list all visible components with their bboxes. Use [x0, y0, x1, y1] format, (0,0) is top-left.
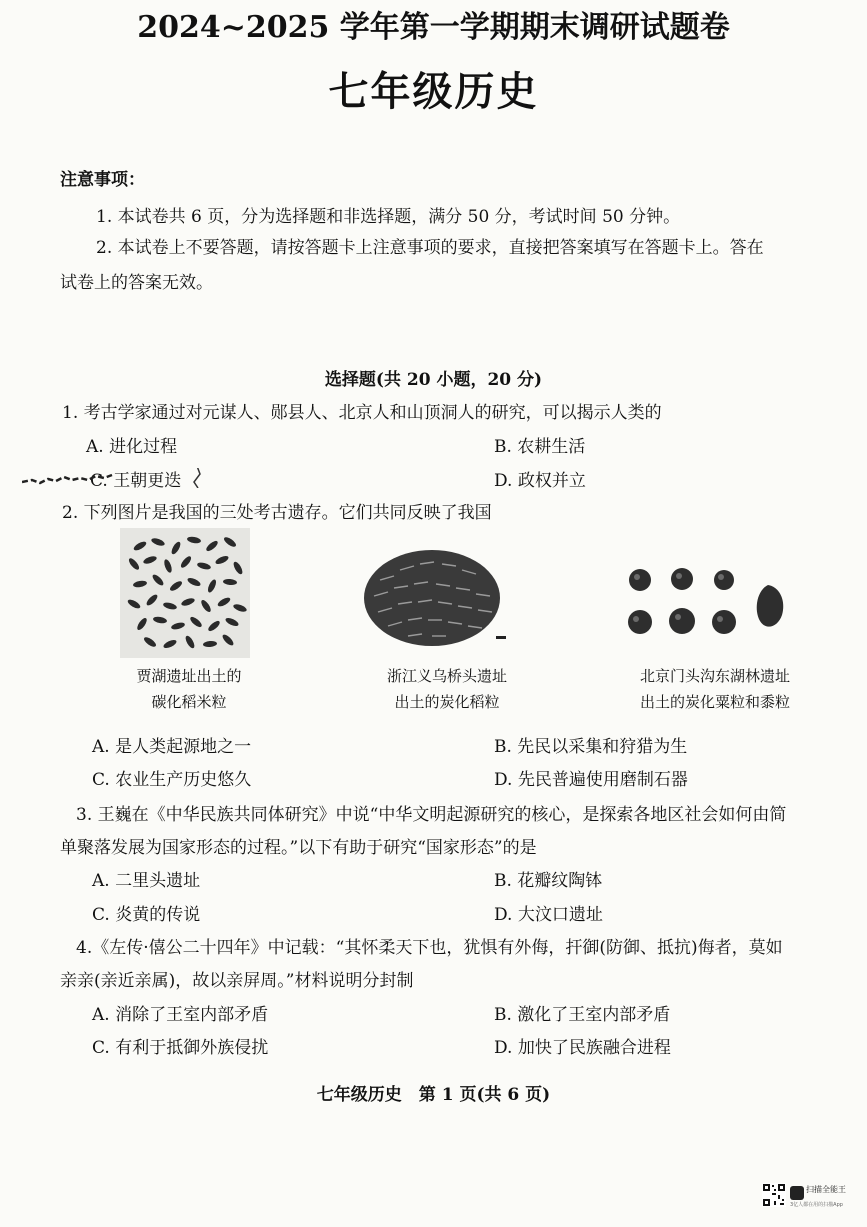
- notice-item-2: 2. 本试卷上不要答题，请按答题卡上注意事项的要求，直接把答案填写在答题卡上。答在: [96, 238, 764, 258]
- scanner-watermark-tagline: 3亿人都在用的扫描App: [790, 1202, 843, 1208]
- notice-item-2-cont: 试卷上的答案无效。: [60, 273, 213, 293]
- exam-title: 2024~2025 学年第一学期期末调研试题卷: [137, 10, 730, 45]
- subject-title: 七年级历史: [328, 68, 539, 115]
- question-1-option-c: C. 王朝更迭: [90, 471, 182, 491]
- qr-code-icon: [762, 1183, 786, 1207]
- question-2-option-a: A. 是人类起源地之一: [92, 737, 252, 757]
- image-2-caption-line-2: 出土的炭化稻粒: [394, 693, 500, 711]
- question-4-option-a: A. 消除了王室内部矛盾: [92, 1005, 269, 1025]
- notice-heading: 注意事项：: [60, 170, 145, 190]
- question-2-option-c: C. 农业生产历史悠久: [92, 770, 252, 790]
- question-4-stem-cont: 亲亲(亲近亲属)，故以亲屏周。”材料说明分封制: [60, 971, 414, 991]
- question-3-stem-cont: 单聚落发展为国家形态的过程。”以下有助于研究“国家形态”的是: [60, 838, 537, 858]
- question-4-stem: 4.《左传·僖公二十四年》中记载：“其怀柔天下也，犹惧有外侮，扞御(防御、抵抗)侮者，莫如: [76, 938, 783, 958]
- question-1-stem: 1. 考古学家通过对元谋人、郧县人、北京人和山顶洞人的研究，可以揭示人类的: [62, 403, 662, 423]
- question-1-option-b: B. 农耕生活: [494, 437, 586, 457]
- scanner-watermark-brand: 扫描全能王: [806, 1185, 846, 1194]
- question-4-option-b: B. 激化了王室内部矛盾: [494, 1005, 671, 1025]
- carbonized-millet-image: [620, 565, 790, 645]
- paper-tear-mark: [22, 468, 202, 488]
- question-2-stem: 2. 下列图片是我国的三处考古遗存。它们共同反映了我国: [62, 503, 492, 523]
- image-2-caption-line-1: 浙江义乌桥头遗址: [386, 667, 507, 685]
- question-4-option-c: C. 有利于抵御外族侵扰: [92, 1038, 269, 1058]
- question-3-option-b: B. 花瓣纹陶钵: [494, 871, 603, 891]
- page-footer: 七年级历史 第 1 页(共 6 页): [316, 1085, 551, 1105]
- question-3-option-a: A. 二里头遗址: [92, 871, 201, 891]
- section-title: 选择题(共 20 小题，20 分): [324, 370, 543, 390]
- carbonized-rice-grains-image: [120, 528, 250, 658]
- image-1-caption-line-1: 贾湖遗址出土的: [136, 667, 242, 685]
- question-4-option-d: D. 加快了民族融合进程: [494, 1038, 671, 1058]
- question-2-option-b: B. 先民以采集和狩猎为生: [494, 737, 688, 757]
- image-3-caption-line-2: 出土的炭化粟粒和黍粒: [639, 693, 790, 711]
- image-3-caption-line-1: 北京门头沟东湖林遗址: [639, 667, 790, 685]
- image-1-caption-line-2: 碳化稻米粒: [151, 693, 227, 711]
- question-3-stem: 3. 王巍在《中华民族共同体研究》中说“中华文明起源研究的核心，是探索各地区社会如何由简: [76, 805, 787, 825]
- question-3-option-d: D. 大汶口遗址: [494, 905, 603, 925]
- notice-item-1: 1. 本试卷共 6 页，分为选择题和非选择题，满分 50 分，考试时间 50 分钟。: [96, 207, 681, 227]
- question-1-option-a: A. 进化过程: [86, 437, 178, 457]
- question-3-option-c: C. 炎黄的传说: [92, 905, 201, 925]
- scanner-logo-icon: [790, 1186, 804, 1200]
- question-2-option-d: D. 先民普遍使用磨制石器: [494, 770, 688, 790]
- question-1-option-d: D. 政权并立: [494, 471, 586, 491]
- carbonized-rice-pile-image: [360, 540, 510, 650]
